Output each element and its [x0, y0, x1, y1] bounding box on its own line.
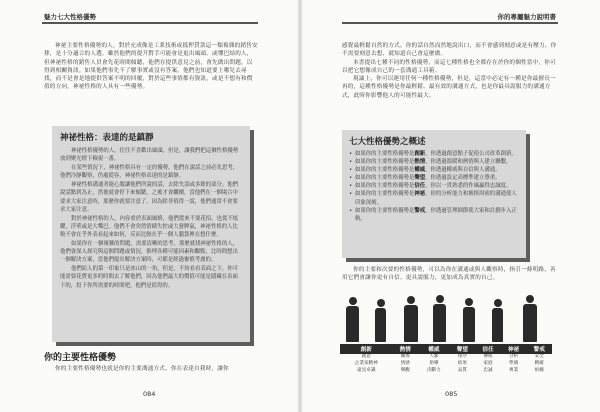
- table-header-cell: 創新: [340, 344, 393, 354]
- overview-item: • 如果你的主要性格優勢是警戒，你透過管理細節使大家和計劃步入正軌。: [349, 207, 519, 223]
- person-silhouette: [492, 299, 503, 342]
- sub-heading: 你的主要性格優勢: [44, 353, 117, 363]
- right-mid-text: [342, 266, 558, 283]
- table-cell: 人脈: [429, 354, 439, 359]
- table-cell: 品質: [457, 367, 467, 373]
- left-page-number: 084: [143, 390, 156, 398]
- table-header-cell: 熱情: [393, 344, 419, 354]
- sidebar-paragraph: 神祕性格優勢的人，往往不喜歡出風頭，但是，讓我們把這個性格優勢放到聚光燈下檢視一番。: [60, 148, 239, 163]
- table-cell: 家庭: [483, 360, 493, 366]
- overview-box: [342, 130, 526, 258]
- sidebar-paragraph: 神祕性格溝通者能心服讓他們所說的話，去除失誤或多餘的部分。他們說話點到為止，然後就會停下來傾聽，之後才會繼續，當他們在一個場合中要求大家注意時，那麼你就要注意了，因為除非值得一說，他們通常不會要求大家注意。: [60, 182, 239, 213]
- traits-table: [340, 344, 552, 374]
- table-header-cell: 神祕: [501, 344, 527, 354]
- table-header-cell: 警戒: [526, 344, 552, 354]
- right-top-text: [342, 42, 558, 100]
- table-row: [340, 368, 552, 375]
- table-cell: 遠見卓識: [357, 367, 376, 373]
- left-intro: [44, 42, 258, 92]
- right-paragraph: 感覺最輕鬆自然的方式，你的話自然而然地說出口，而不會感到刻意或是有壓力。你不需要刻意去想，就知道自己會這麼做。: [342, 43, 557, 58]
- right-page-number: 085: [445, 390, 458, 398]
- overview-item: • 如果你的主要性格優勢是信任，你以一貫熟悉的作風贏得忠誠度。: [349, 182, 519, 190]
- right-paragraph: 本書提出七種不同的性格優勢，而這七種性格也全都存在於你的個性當中，你可以把它想像成自己的一套溝通工具箱。: [342, 59, 556, 74]
- sidebar-title: 神祕性格：表達的是鎮靜: [60, 133, 154, 143]
- right-paragraph: 現論上，你可以運用任何一種性格優勢，但是，這當中必定有一種是你最擅長一再的，這種性格優勢是你最輕鬆、最有效的溝通方式，也是你最具說服力的溝通方式，此時你影響他人的可能性最大。: [342, 76, 556, 99]
- overview-item: • 如果你的主要性格優勢是神祕，你的分析能力和審慎周密的溝通使人印象深刻。: [349, 190, 519, 206]
- left-bottom-text: [44, 365, 258, 373]
- table-cell: 領導: [429, 360, 439, 366]
- table-cell: 決斷力: [426, 367, 441, 373]
- traits-table-header: [340, 344, 552, 354]
- table-cell: 安全: [534, 354, 544, 359]
- person-silhouette: [404, 296, 418, 342]
- book-spine: [297, 0, 303, 412]
- person-silhouette: [523, 295, 537, 342]
- person-silhouette: [463, 298, 475, 342]
- overview-item: • 如果你的主要性格優勢是聲望，你透過設定高標準建立尊重。: [349, 174, 519, 182]
- table-cell: 忠誠: [483, 367, 493, 373]
- right-header-rule: [342, 22, 558, 24]
- table-cell: 組織: [534, 367, 544, 373]
- person-silhouette: [375, 299, 386, 342]
- sidebar-paragraph: 如果你在一個複雜的問題，需要清晰的思考，那麼就找神祕性格的人，他們會深入探究與這個問題或情況，推理各種可能因素和觀點，比時間想出一個解決方案，當他們提出解決方案時，可都是經過審慎考慮的。: [60, 241, 239, 264]
- left-running-header: 魅力七大性格優勢: [44, 13, 96, 21]
- person-silhouette: [433, 295, 446, 342]
- overview-item: • 如果你的主要性格優勢是權威，你透過權威與自信與人溝通。: [349, 166, 519, 174]
- table-row: [340, 361, 552, 368]
- left-intro-paragraph: 神祕主要性格優勢的人，對於充成像是工業技術或抵押貸款這一類複雜的銷售安排，是十分適合的人選。雖然他們的提升對手可能會是更出風頭、或懂巴結的人，但神祕性格的銷售人員會先花時間傾聽，他們在提供意見之前，會先做出問題，以得到相關資訊。如果他們事先不了解事實或沒有答案，他們也知道要上哪兒去尋找，而不是會是地提供答案不明的回覆，對於這些事情都有資訊，或是不想有和價值的方向。神祕性格的人具有一些優勢。: [44, 43, 258, 91]
- sidebar-paragraph: 在某些情況下，神祕性格具有一定的優勢，他們在說話之前必先思考，他們冷靜觀察，仍處從容，神祕性格表達的是鎮靜。: [60, 165, 239, 180]
- silhouette-figures: [340, 290, 552, 342]
- overview-list: [349, 150, 519, 223]
- person-silhouette: [346, 297, 359, 342]
- table-cell: 結果: [457, 360, 467, 366]
- table-cell: 專業: [508, 367, 519, 373]
- table-cell: 排序: [457, 354, 467, 359]
- table-cell: 關係: [400, 354, 410, 359]
- right-running-header: 你的專屬魅力說明書: [497, 13, 556, 21]
- sidebar-paragraph: 他們給人的第一印象只是冰山的一角，但是，不妨看看表面之下，你可能需要花費更多的時間去了解他們，因為他們最大的價值可能是隱藏在表面下的，投下你所需要的時間吧，他們是值得的。: [60, 266, 239, 289]
- table-cell: 準備: [508, 360, 519, 366]
- table-header-cell: 權威: [418, 344, 450, 354]
- overview-item: • 如果你的主要性格優勢是熱情，你透過溫暖和熱情與人建立聯繫。: [349, 158, 519, 166]
- left-bottom-paragraph: 你的主要性格優勢也就是你的主要溝通方式，你在表達自我時，讓你: [55, 366, 229, 372]
- table-cell: 樂觀: [400, 367, 410, 373]
- overview-box-title: 七大性格優勢之概述: [349, 137, 426, 147]
- right-mid-paragraph: 你的主要和次要的性格優勢，可以為你在溝通或與人觀察時，指引一條明路，善用它們會讓你更有自信、更具說服力，更加成為真實的自己。: [342, 267, 556, 282]
- sidebar-box: [52, 126, 250, 342]
- table-cell: 創意: [361, 354, 371, 359]
- table-header-cell: 信任: [475, 344, 501, 354]
- sidebar-paragraph: 對於神祕性格的人，內容重於表面風格，他們從來不要花招，也從不炫耀，浮華或是大嘴巴。他們不會突然情緒失控或大發脾氣，神祕性格的人比較不會在乎外表看起來如何，反而比較在乎一個人腦袋裡在想什麼。: [60, 215, 239, 238]
- table-cell: 精確: [534, 360, 544, 366]
- left-header-rule: [42, 22, 258, 24]
- table-cell: 傳統: [483, 354, 493, 359]
- table-header-cell: 聲望: [450, 344, 476, 354]
- overview-item: • 如果你的主要性格優勢是創新，你透過創意點子促使公司改革創新。: [349, 150, 519, 158]
- table-row: [340, 354, 552, 361]
- table-cell: 企業家精神: [354, 360, 378, 366]
- table-cell: 情感: [400, 360, 410, 366]
- table-cell: 分析: [508, 354, 519, 359]
